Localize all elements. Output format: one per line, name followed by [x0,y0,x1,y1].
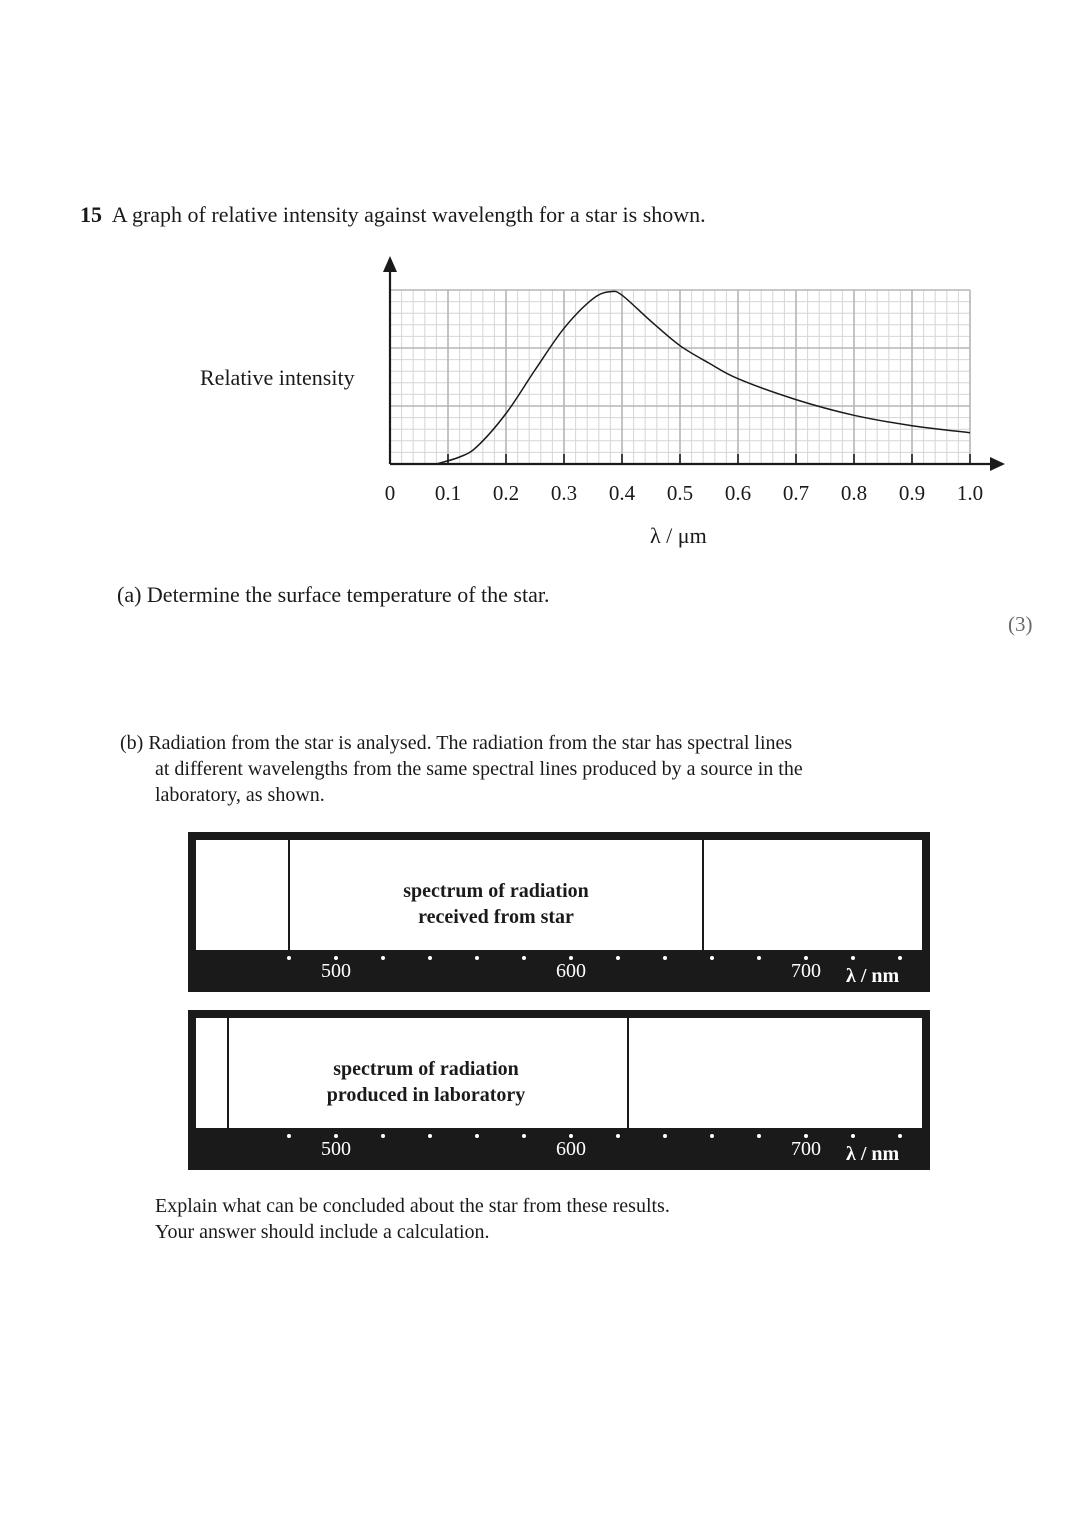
scale-dot [710,1134,714,1138]
x-axis-arrow [990,457,1005,471]
x-tick-label: 0.3 [550,481,578,505]
lab-scale-unit: λ / nm [846,1143,900,1165]
lab-label-line2: produced in laboratory [326,1084,526,1106]
scale-dot [663,956,667,960]
scale-dot [522,956,526,960]
scale-dot [616,1134,620,1138]
part-a-marks: (3) [1008,612,1033,636]
part-b-text-2: at different wavelengths from the same spectral lines produced by a source in the [155,758,803,780]
star-label-line1: spectrum of radiation [403,880,589,902]
question-intro: A graph of relative intensity against wavelength for a star is shown. [111,202,706,227]
part-b-text-1: Radiation from the star is analysed. The radiation from the star has spectral lines [148,732,793,754]
star-spectral-line [702,840,704,950]
scale-dot [616,956,620,960]
part-b-text-3: laboratory, as shown. [155,784,325,806]
star-spectrum-panel [188,832,930,992]
scale-dot [851,956,855,960]
question-number: 15 [80,202,102,227]
part-b-line1 [120,732,792,755]
lab-scale-600: 600 [556,1138,586,1160]
x-tick-label: 1.0 [956,481,984,505]
star-spectrum-window [196,840,922,950]
scale-dot [475,956,479,960]
x-tick-label: 0.7 [782,481,810,505]
x-tick-label: 0 [384,481,396,505]
scale-dot [522,1134,526,1138]
x-tick-label: 0.5 [666,481,694,505]
scale-dot [287,1134,291,1138]
part-a-text: Determine the surface temperature of the star. [146,582,550,607]
y-axis-arrow [383,256,397,272]
scale-dot [475,1134,479,1138]
lab-spectrum-window [196,1018,922,1128]
scale-dot [428,956,432,960]
star-label-line2: received from star [418,906,574,928]
scale-dot [757,1134,761,1138]
star-scale-unit: λ / nm [846,965,900,987]
lab-label-line1: spectrum of radiation [333,1058,519,1080]
x-tick-label: 0.4 [608,481,636,505]
part-a-question [117,582,549,608]
scale-dot [898,1134,902,1138]
y-axis-label: Relative intensity [200,365,355,390]
x-tick-label: 0.1 [434,481,462,505]
lab-spectral-line [627,1018,629,1128]
scale-dot [428,1134,432,1138]
x-tick-label: 0.6 [724,481,752,505]
x-tick-label: 0.9 [898,481,926,505]
lab-spectral-line [227,1018,229,1128]
star-scale-700: 700 [791,960,821,982]
scale-dot [757,956,761,960]
lab-scale-700: 700 [791,1138,821,1160]
scale-dot [898,956,902,960]
star-spectrum-label [376,878,616,930]
x-axis-label: λ / μm [650,523,707,548]
scale-dot [710,956,714,960]
part-a-label: (a) [117,582,142,607]
scale-dot [851,1134,855,1138]
star-scale-600: 600 [556,960,586,982]
star-spectral-line [288,840,290,950]
lab-spectrum-panel [188,1010,930,1170]
intensity-wavelength-graph [0,0,1080,560]
explain-text-2: Your answer should include a calculation. [155,1221,490,1243]
scale-dot [287,956,291,960]
x-tick-label: 0.2 [492,481,520,505]
part-b-label: (b) [120,732,144,754]
lab-scale-500: 500 [321,1138,351,1160]
explain-text-1: Explain what can be concluded about the star from these results. [155,1195,670,1217]
lab-spectrum-label [306,1056,546,1108]
star-scale-500: 500 [321,960,351,982]
x-tick-label: 0.8 [840,481,868,505]
scale-dot [663,1134,667,1138]
scale-dot [381,956,385,960]
scale-dot [381,1134,385,1138]
